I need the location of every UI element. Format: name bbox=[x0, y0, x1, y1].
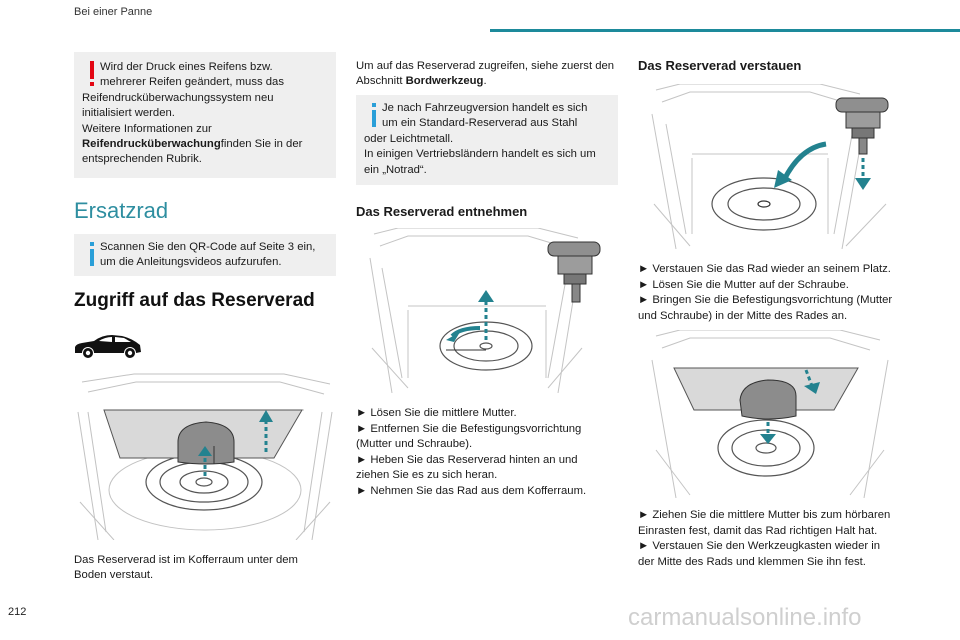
step-item: ► Bringen Sie die Befestigungsvorrichtung (Mutter bbox=[638, 294, 893, 307]
warning-bold-term: Reifendrucküberwachung bbox=[82, 138, 221, 151]
warning-line: initialisiert werden. bbox=[82, 107, 175, 120]
info-line: um ein Standard-Reserverad aus Stahl bbox=[382, 117, 578, 130]
store-title: Das Reserverad verstauen bbox=[638, 58, 802, 73]
store-steps-b bbox=[638, 508, 908, 570]
wing-nut-icon bbox=[548, 242, 600, 302]
step-item: der Mitte des Rads und klemmen Sie ihn fest. bbox=[638, 555, 866, 568]
step-item: ► Heben Sie das Reserverad hinten an und bbox=[356, 453, 578, 466]
step-item: und Schraube) in der Mitte des Rades an. bbox=[638, 309, 848, 322]
store-steps-a bbox=[638, 262, 908, 324]
warning-line bbox=[82, 137, 330, 152]
access-caption bbox=[74, 553, 336, 584]
step-item: ► Lösen Sie die Mutter auf der Schraube. bbox=[638, 278, 849, 291]
info-line: oder Leichtmetall. bbox=[364, 132, 454, 145]
info-line: In einigen Vertriebsländern handelt es sich um bbox=[364, 148, 596, 161]
warning-line-rest: finden Sie in der bbox=[220, 138, 303, 151]
header-accent-bar bbox=[490, 29, 960, 32]
running-header: Bei einer Panne bbox=[74, 6, 153, 18]
remove-steps bbox=[356, 406, 622, 500]
car-icon bbox=[72, 333, 144, 359]
info-version-text bbox=[364, 101, 614, 178]
info-line: Scannen Sie den QR-Code auf Seite 3 ein, bbox=[100, 241, 316, 253]
intro-suffix: . bbox=[483, 75, 487, 88]
watermark: carmanualsonline.info bbox=[628, 604, 862, 631]
intro-prefix: Abschnitt bbox=[356, 75, 406, 88]
step-item: (Mutter und Schraube). bbox=[356, 438, 473, 451]
section-title: Ersatzrad bbox=[74, 198, 169, 223]
intro-bold-term: Bordwerkzeug bbox=[405, 75, 484, 88]
warning-line: entsprechenden Rubrik. bbox=[82, 153, 202, 166]
intro-line bbox=[356, 74, 622, 89]
step-item: ► Verstauen Sie das Rad wieder an seinem Platz. bbox=[638, 263, 891, 275]
warning-text bbox=[82, 60, 330, 168]
wing-nut-icon bbox=[836, 98, 888, 154]
warning-box bbox=[74, 52, 336, 178]
step-item: ► Lösen Sie die mittlere Mutter. bbox=[356, 407, 517, 419]
remove-title: Das Reserverad entnehmen bbox=[356, 204, 528, 219]
caption-line: Das Reserverad ist im Kofferraum unter dem bbox=[74, 554, 298, 566]
trunk-illustration-store bbox=[650, 84, 894, 249]
step-item: Einrasten fest, damit das Rad richtigen Halt hat. bbox=[638, 524, 878, 537]
warning-line: Wird der Druck eines Reifens bzw. bbox=[100, 61, 273, 73]
step-item: ► Nehmen Sie das Rad aus dem Kofferraum. bbox=[356, 484, 587, 497]
step-item: ► Entfernen Sie die Befestigungsvorrichtung bbox=[356, 422, 582, 435]
info-line: um die Anleitungsvideos aufzurufen. bbox=[100, 256, 282, 269]
page-number: 212 bbox=[8, 606, 27, 618]
info-box-qr bbox=[74, 234, 336, 276]
caption-line: Boden verstaut. bbox=[74, 569, 154, 582]
warning-line: Reifendrucküberwachungssystem neu bbox=[82, 91, 274, 104]
intro-line: Um auf das Reserverad zugreifen, siehe zuerst den bbox=[356, 60, 615, 72]
warning-line: Weitere Informationen zur bbox=[82, 122, 212, 135]
info-line: Je nach Fahrzeugversion handelt es sich bbox=[382, 102, 588, 114]
access-intro bbox=[356, 59, 622, 90]
step-item: ziehen Sie es zu sich heran. bbox=[356, 469, 498, 482]
up-arrow-icon bbox=[478, 290, 494, 340]
info-qr-text bbox=[82, 240, 332, 271]
warning-line: mehrerer Reifen geändert, muss das bbox=[100, 76, 284, 89]
subsection-title: Zugriff auf das Reserverad bbox=[74, 290, 315, 311]
info-line: ein „Notrad“. bbox=[364, 163, 427, 176]
trunk-illustration-remove bbox=[368, 228, 608, 393]
step-item: ► Verstauen Sie den Werkzeugkasten wieder in bbox=[638, 540, 881, 553]
info-box-version bbox=[356, 95, 618, 185]
step-item: ► Ziehen Sie die mittlere Mutter bis zum hörbaren bbox=[638, 509, 891, 521]
trunk-illustration-toolbox bbox=[650, 330, 894, 498]
trunk-illustration-access bbox=[74, 372, 336, 540]
